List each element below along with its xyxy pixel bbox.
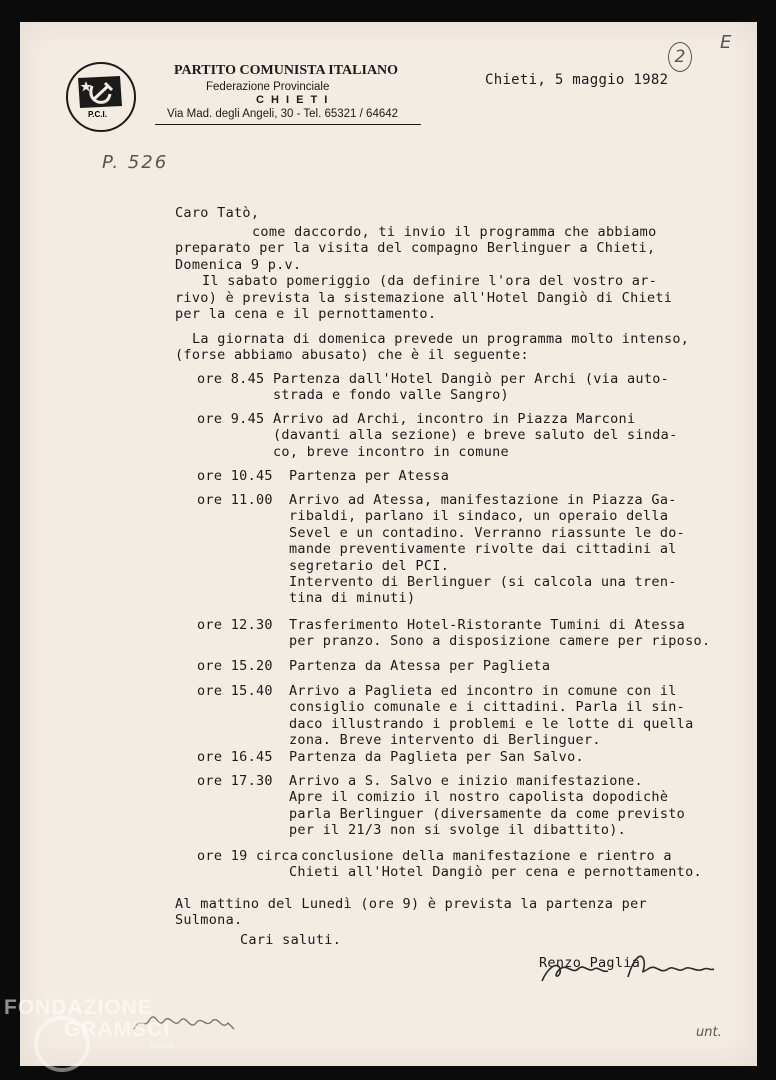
schedule-line: daco illustrando i problemi e le lotte di quella bbox=[289, 715, 694, 732]
schedule-line: Intervento di Berlinguer (si calcola una tren- bbox=[289, 573, 677, 590]
schedule bbox=[20, 22, 757, 922]
schedule-line: mande preventivamente rivolte dai cittadini al bbox=[289, 541, 677, 558]
text-line: Al mattino del Lunedì (ore 9) è prevista la partenza per bbox=[175, 896, 647, 912]
annotation-bottom-right: unt. bbox=[696, 1025, 722, 1040]
schedule-line: Partenza dall'Hotel Dangiò per Archi (via auto- bbox=[273, 371, 670, 387]
schedule-line: zona. Breve intervento di Berlinguer. bbox=[289, 732, 601, 749]
schedule-time: ore 15.40 bbox=[197, 683, 273, 699]
text-line: rivo) è prevista la sistemazione all'Hotel Dangiò di Chieti bbox=[175, 289, 673, 306]
letterhead-party: PARTITO COMUNISTA ITALIANO bbox=[174, 63, 399, 78]
annotation-number: 2 bbox=[668, 42, 692, 72]
schedule-time: ore 9.45 bbox=[197, 411, 265, 427]
letterhead-federation: Federazione Provinciale bbox=[206, 81, 330, 93]
salutation: Caro Tatò, bbox=[175, 205, 260, 221]
schedule-time: ore 15.20 bbox=[197, 658, 273, 674]
text-line: Il sabato pomeriggio (da definire l'ora del vostro ar- bbox=[202, 273, 658, 290]
schedule-time: ore 17.30 bbox=[197, 773, 273, 789]
schedule-line: Partenza da Paglieta per San Salvo. bbox=[289, 749, 584, 765]
schedule-line: per pranzo. Sono a disposizione camere per riposo. bbox=[289, 633, 711, 650]
watermark-line3: onlus bbox=[150, 1040, 174, 1051]
schedule-line: Partenza da Atessa per Paglieta bbox=[289, 658, 551, 674]
watermark-line2: GRAMSCI bbox=[64, 1018, 171, 1041]
schedule-line: conclusione della manifestazione e rientro a bbox=[301, 848, 672, 864]
schedule-line: parla Berlinguer (diversamente da come previsto bbox=[289, 805, 686, 822]
text-line: Domenica 9 p.v. bbox=[175, 256, 302, 273]
schedule-line: Arrivo ad Atessa, manifestazione in Piazza Ga- bbox=[289, 492, 677, 508]
text-line: La giornata di domenica prevede un programma molto intenso, bbox=[192, 331, 690, 347]
text-line: (forse abbiamo abusato) che è il seguente: bbox=[175, 347, 529, 364]
schedule-line: segretario del PCI. bbox=[289, 557, 450, 574]
schedule-time: ore 8.45 bbox=[197, 371, 265, 387]
schedule-line: consiglio comunale e i cittadini. Parla il sin- bbox=[289, 699, 686, 716]
annotation-page-ref: P. 526 bbox=[102, 152, 169, 173]
schedule-line: ribaldi, parlano il sindaco, un operaio della bbox=[289, 508, 669, 525]
letter-date: Chieti, 5 maggio 1982 bbox=[485, 72, 669, 88]
signature-typed: Renzo Paglia bbox=[539, 955, 641, 971]
schedule-line: Chieti all'Hotel Dangiò per cena e pernottamento. bbox=[289, 864, 702, 881]
schedule-time: ore 19 circa bbox=[197, 848, 299, 864]
schedule-line: co, breve incontro in comune bbox=[273, 443, 509, 460]
logo-label: P.C.I. bbox=[88, 110, 107, 119]
watermark-line1: FONDAZIONE bbox=[4, 996, 153, 1019]
schedule-line: Arrivo ad Archi, incontro in Piazza Marconi bbox=[273, 411, 636, 427]
schedule-line: (davanti alla sezione) e breve saluto del sinda- bbox=[273, 427, 678, 444]
text-line: come daccordo, ti invio il programma che abbiamo bbox=[252, 224, 657, 240]
signature-handwritten-icon bbox=[538, 947, 718, 987]
schedule-line: Apre il comizio il nostro capolista dopodichè bbox=[289, 789, 669, 806]
schedule-line: Sevel e un contadino. Verranno riassunte le do- bbox=[289, 524, 686, 541]
schedule-time: ore 16.45 bbox=[197, 749, 273, 765]
annotation-mark: E bbox=[720, 32, 732, 53]
letter-page bbox=[20, 22, 757, 1066]
schedule-line: Trasferimento Hotel-Ristorante Tumini di Atessa bbox=[289, 617, 686, 633]
schedule-line: tina di minuti) bbox=[289, 590, 416, 607]
schedule-line: Arrivo a S. Salvo e inizio manifestazione. bbox=[289, 773, 643, 789]
schedule-time: ore 12.30 bbox=[197, 617, 273, 633]
text-line: per la cena e il pernottamento. bbox=[175, 305, 437, 322]
schedule-time: ore 11.00 bbox=[197, 492, 273, 508]
schedule-line: strada e fondo valle Sangro) bbox=[273, 387, 509, 404]
schedule-line: Partenza per Atessa bbox=[289, 468, 450, 484]
schedule-line: per il 21/3 non si svolge il dibattito). bbox=[289, 822, 627, 839]
closing-paragraph bbox=[175, 896, 647, 929]
schedule-time: ore 10.45 bbox=[197, 468, 273, 484]
letterhead-address: Via Mad. degli Angeli, 30 - Tel. 65321 / 64642 bbox=[167, 108, 399, 120]
closing-greeting: Cari saluti. bbox=[240, 932, 342, 948]
text-line: preparato per la visita del compagno Berlinguer a Chieti, bbox=[175, 240, 656, 257]
letterhead-city: C H I E T I bbox=[256, 94, 330, 106]
text-line: Sulmona. bbox=[175, 912, 243, 929]
schedule-line: Arrivo a Paglieta ed incontro in comune con il bbox=[289, 683, 677, 699]
